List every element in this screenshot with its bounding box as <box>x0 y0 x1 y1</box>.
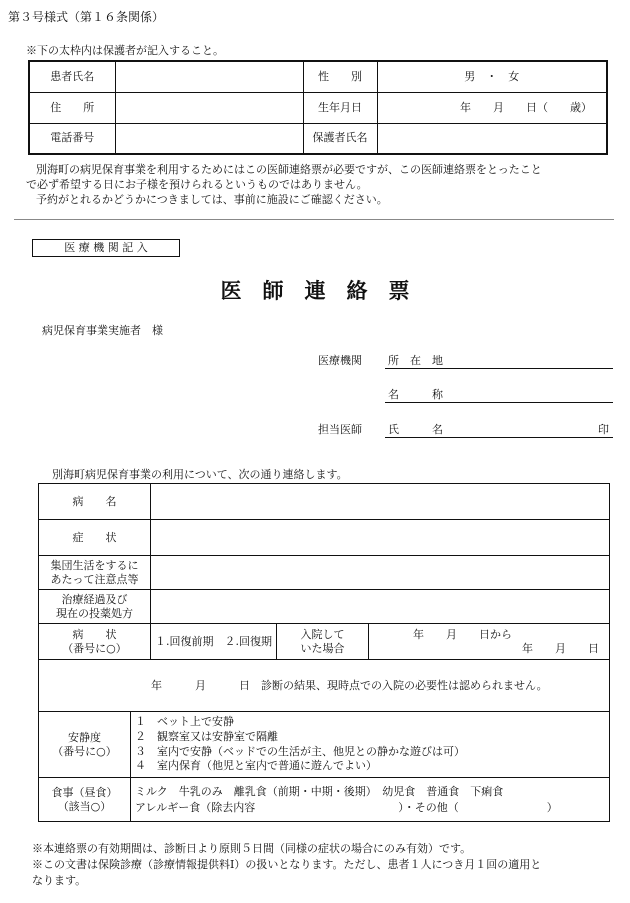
hospital-from: 年 月 日から <box>413 627 512 641</box>
addressee: 病児保育事業実施者 様 <box>42 324 163 337</box>
doctor-name-label: 氏 名 <box>388 423 443 436</box>
symptom-field[interactable] <box>151 520 610 556</box>
meal-line-2[interactable]: アレルギー食（除去内容 ）・その他（ ） <box>135 800 558 814</box>
rest-label-2: （番号に○） <box>52 744 117 758</box>
treatment-field[interactable] <box>151 590 610 624</box>
guardian-table <box>28 60 608 155</box>
hospital-label-1: 入院して <box>300 627 345 641</box>
symptom-label: 症 状 <box>39 520 151 556</box>
rest-label <box>39 712 131 778</box>
hospital-label <box>277 624 369 660</box>
group-life-label <box>39 556 151 590</box>
institution-name-label: 名 称 <box>388 388 443 401</box>
diagnosis-statement: 年 月 日 診断の結果、現時点での入院の必要性は認められません。 <box>39 660 610 712</box>
address-location-label: 所 在 地 <box>388 354 443 367</box>
address-field[interactable] <box>115 92 303 123</box>
seal-mark: 印 <box>598 423 609 436</box>
condition-label <box>39 624 151 660</box>
patient-name-field[interactable] <box>115 61 303 92</box>
section-divider <box>14 219 614 220</box>
meal-label-2: （該当○） <box>57 799 112 813</box>
medical-entry-label: 医 療 機 関 記 入 <box>32 239 180 257</box>
notice-line-2: で必ず希望する日にお子様を預けられるというものではありません。 <box>26 178 368 191</box>
condition-options[interactable]: １.回復前期 ２.回復期 <box>151 624 277 660</box>
rest-option-3[interactable]: ３ 室内で安静（ベッドでの生活が主、他児との静かな遊びは可） <box>135 744 465 758</box>
guardian-name-field[interactable] <box>377 123 607 154</box>
guardian-note: ※下の太枠内は保護者が記入すること。 <box>26 44 224 57</box>
condition-label-2: （番号に○） <box>62 641 127 655</box>
dob-label: 生年月日 <box>303 92 377 123</box>
sex-options[interactable]: 男 ・ 女 <box>377 61 607 92</box>
institution-label: 医療機関 <box>318 354 362 367</box>
footnote-2a: ※この文書は保険診療（診療情報提供料Ⅰ）の扱いとなります。ただし、患者１人につき月１回の適用と <box>32 858 542 871</box>
sex-label: 性 別 <box>303 61 377 92</box>
meal-label-1: 食事（昼食） <box>51 785 118 799</box>
doctor-name-line[interactable] <box>385 437 613 438</box>
hospital-period[interactable] <box>369 624 610 660</box>
intro-text: 別海町病児保育事業の利用について、次の通り連絡します。 <box>52 468 348 481</box>
phone-field[interactable] <box>115 123 303 154</box>
treatment-label <box>39 590 151 624</box>
guardian-name-label: 保護者氏名 <box>303 123 377 154</box>
rest-option-4[interactable]: ４ 室内保育（他児と室内で普通に遊んでよい） <box>135 759 377 773</box>
meal-options[interactable] <box>131 778 610 822</box>
footnote-1: ※本連絡票の有効期間は、診断日より原則５日間（同様の症状の場合にのみ有効）です。 <box>32 842 472 855</box>
group-life-label-1: 集団生活をするに <box>50 558 139 572</box>
rest-option-1[interactable]: １ ベット上で安静 <box>135 714 234 728</box>
treatment-label-1: 治療経過及び <box>61 592 128 606</box>
notice-line-3: 予約がとれるかどうかにつきましては、事前に施設にご確認ください。 <box>36 193 388 206</box>
patient-name-label: 患者氏名 <box>29 61 115 92</box>
group-life-field[interactable] <box>151 556 610 590</box>
group-life-label-2: あたって注意点等 <box>50 572 139 586</box>
disease-field[interactable] <box>151 484 610 520</box>
rest-label-1: 安静度 <box>68 730 101 744</box>
hospital-label-2: いた場合 <box>300 641 345 655</box>
notice-line-1: 別海町の病児保育事業を利用するためにはこの医師連絡票が必要ですが、この医師連絡票をとったこと <box>36 163 542 176</box>
rest-option-2[interactable]: ２ 観察室又は安静室で隔離 <box>135 729 278 743</box>
rest-options[interactable] <box>131 712 610 778</box>
condition-label-1: 病 状 <box>72 627 117 641</box>
address-label: 住 所 <box>29 92 115 123</box>
disease-label: 病 名 <box>39 484 151 520</box>
form-number: 第３号様式（第１６条関係） <box>8 10 165 24</box>
footnote-2b: なります。 <box>32 874 87 887</box>
meal-label <box>39 778 131 822</box>
hospital-to: 年 月 日 <box>522 641 599 655</box>
doctor-label: 担当医師 <box>318 423 362 436</box>
dob-field[interactable]: 年 月 日（ 歳） <box>377 92 607 123</box>
treatment-label-2: 現在の投薬処方 <box>56 606 133 620</box>
meal-line-1[interactable]: ミルク 牛乳のみ 離乳食（前期・中期・後期） 幼児食 普通食 下痢食 <box>135 785 504 799</box>
medical-table <box>38 483 610 822</box>
document-title: 医 師 連 絡 票 <box>220 278 410 303</box>
institution-name-line[interactable] <box>385 402 613 403</box>
address-location-line[interactable] <box>385 368 613 369</box>
phone-label: 電話番号 <box>29 123 115 154</box>
